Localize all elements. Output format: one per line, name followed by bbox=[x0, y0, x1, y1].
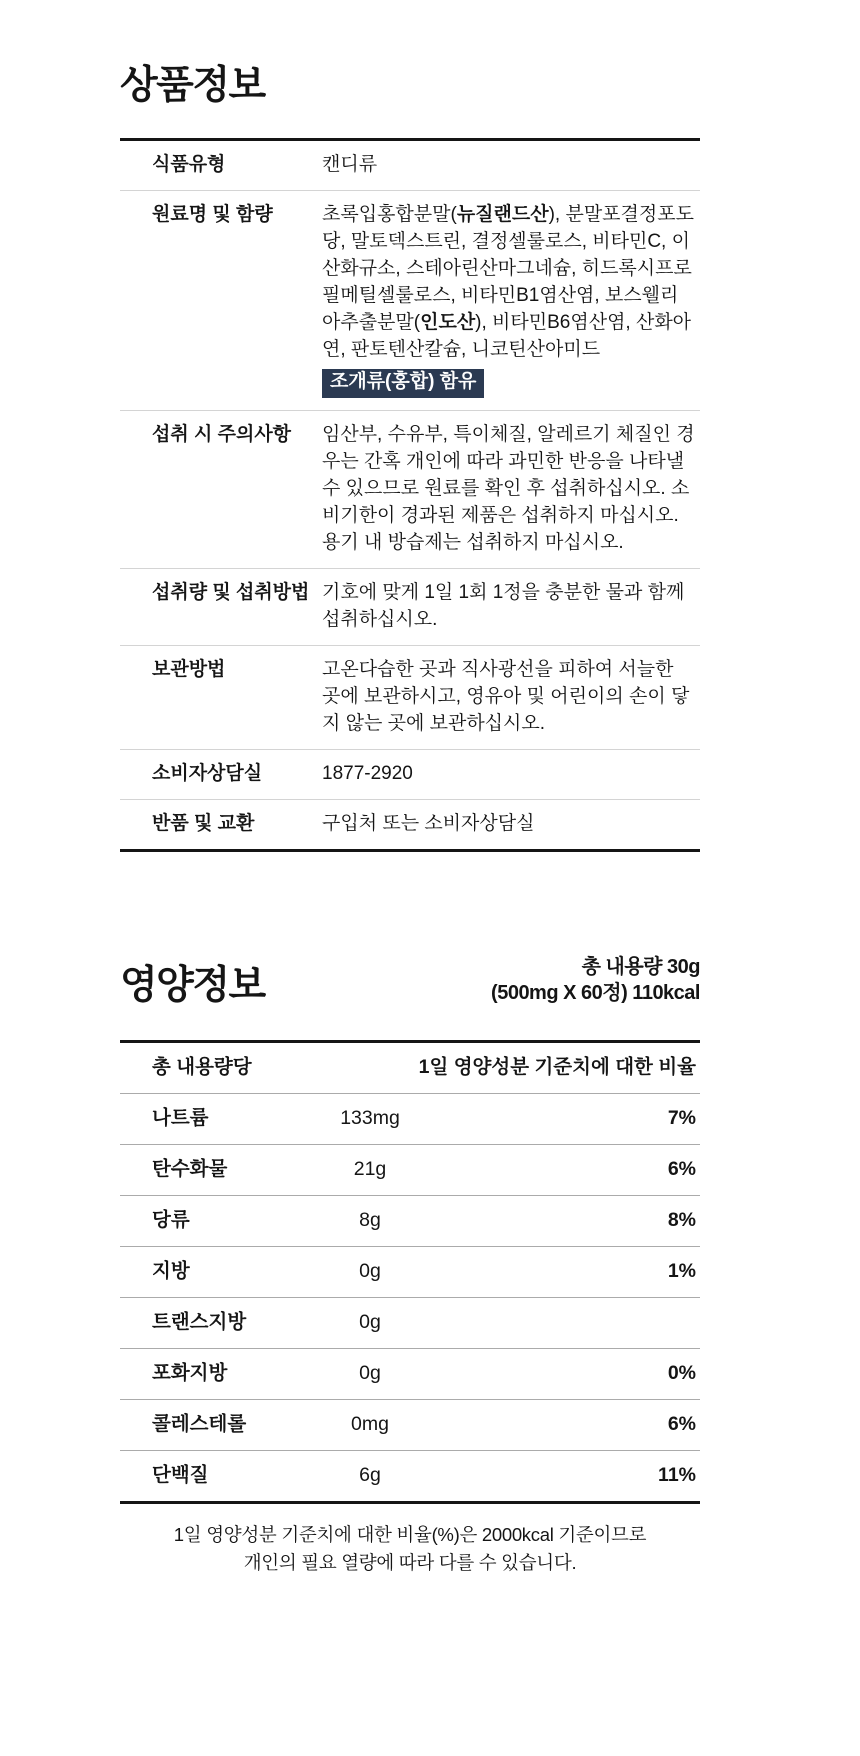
nutrient-amount: 0g bbox=[359, 1362, 381, 1384]
content-column bbox=[120, 0, 700, 1577]
product-info-title: 상품정보 bbox=[120, 64, 265, 107]
info-row-value: 구입처 또는 소비자상담실 bbox=[322, 813, 535, 834]
nutrition-row-carbohydrate bbox=[120, 1145, 700, 1196]
total-amount bbox=[491, 954, 700, 1008]
nutrition-table bbox=[120, 1040, 700, 1504]
nutrition-header bbox=[120, 954, 700, 1008]
nutrient-percent: 6% bbox=[667, 1158, 696, 1180]
nutrient-name: 나트륨 bbox=[152, 1107, 209, 1129]
nutrition-note-line2: 개인의 필요 열량에 따라 다를 수 있습니다. bbox=[243, 1552, 577, 1573]
nutrition-row-sodium bbox=[120, 1094, 700, 1145]
total-amount-line2: (500mg X 60정) 110kcal bbox=[491, 982, 700, 1004]
nutrient-percent: 1% bbox=[667, 1260, 696, 1282]
nutrition-row-protein bbox=[120, 1451, 700, 1501]
nutrition-header-right: 1일 영양성분 기준치에 대한 비율 bbox=[418, 1056, 696, 1078]
nutrient-amount: 0g bbox=[359, 1260, 381, 1282]
info-row-intake-method bbox=[120, 569, 700, 646]
nutrition-row-cholesterol bbox=[120, 1400, 700, 1451]
info-row-value: 기호에 맞게 1일 1회 1정을 충분한 물과 함께 섭취하십시오. bbox=[322, 582, 685, 630]
ingredients-text: 초록입홍합분말(뉴질랜드산), 분말포결정포도당, 말토덱스트린, 결정셀룰로스, 비타민C, 이산화규소, 스테아린산마그네슘, 히드록시프로필메틸셀룰로스, 비타민B1염산염, 보스웰리아추출분말(인도산), 비타민B6염산염, 산화아연, 판토텐산칼슘, 니코틴산아미드 bbox=[322, 204, 694, 360]
info-row-value: 1877-2920 bbox=[322, 763, 413, 784]
nutrition-note bbox=[120, 1521, 700, 1577]
info-row-label: 섭취 시 주의사항 bbox=[152, 424, 292, 445]
nutrient-percent: 7% bbox=[667, 1107, 696, 1129]
nutrient-name: 트랜스지방 bbox=[152, 1311, 247, 1333]
nutrient-amount: 21g bbox=[353, 1158, 387, 1180]
allergen-badge: 조개류(홍합) 함유 bbox=[322, 369, 484, 398]
total-amount-line1: 총 내용량 30g bbox=[581, 956, 700, 978]
nutrient-percent: 6% bbox=[667, 1413, 696, 1435]
product-info-table bbox=[120, 138, 700, 852]
nutrition-row-trans-fat bbox=[120, 1298, 700, 1349]
nutrient-name: 단백질 bbox=[152, 1464, 209, 1486]
info-row-label: 원료명 및 함량 bbox=[152, 204, 273, 225]
nutrient-percent: 11% bbox=[658, 1464, 696, 1486]
nutrition-header-left: 총 내용량당 bbox=[152, 1056, 252, 1078]
info-row-food-type bbox=[120, 141, 700, 191]
nutrition-row-fat bbox=[120, 1247, 700, 1298]
nutrition-title: 영양정보 bbox=[120, 964, 265, 1007]
info-row-value bbox=[322, 201, 696, 398]
nutrition-row-saturated-fat bbox=[120, 1349, 700, 1400]
info-row-label: 반품 및 교환 bbox=[152, 813, 255, 834]
info-row-returns bbox=[120, 800, 700, 849]
info-row-label: 식품유형 bbox=[152, 154, 226, 175]
info-row-consumer-hotline bbox=[120, 750, 700, 800]
info-row-label: 보관방법 bbox=[152, 659, 226, 680]
nutrient-amount: 6g bbox=[359, 1464, 381, 1486]
nutrition-row-sugars bbox=[120, 1196, 700, 1247]
nutrient-name: 콜레스테롤 bbox=[152, 1413, 247, 1435]
info-row-value: 임산부, 수유부, 특이체질, 알레르기 체질인 경우는 간혹 개인에 따라 과민한 반응을 나타낼 수 있으므로 원료를 확인 후 섭취하십시오. 소비기한이 경과된 제품은 섭취하지 마십시오. 용기 내 방습제는 섭취하지 마십시오. bbox=[322, 424, 695, 553]
nutrient-percent: 8% bbox=[667, 1209, 696, 1231]
nutrient-amount: 0mg bbox=[351, 1413, 389, 1435]
nutrient-name: 탄수화물 bbox=[152, 1158, 228, 1180]
nutrient-percent: 0% bbox=[667, 1362, 696, 1384]
info-row-storage bbox=[120, 646, 700, 750]
info-row-value: 캔디류 bbox=[322, 154, 378, 175]
info-row-label: 섭취량 및 섭취방법 bbox=[152, 582, 310, 603]
info-row-precautions bbox=[120, 411, 700, 569]
nutrient-amount: 0g bbox=[359, 1311, 381, 1333]
nutrient-name: 당류 bbox=[152, 1209, 190, 1231]
info-row-label: 소비자상담실 bbox=[152, 763, 263, 784]
info-row-value: 고온다습한 곳과 직사광선을 피하여 서늘한 곳에 보관하시고, 영유아 및 어린이의 손이 닿지 않는 곳에 보관하십시오. bbox=[322, 659, 690, 734]
nutrient-amount: 133mg bbox=[340, 1107, 400, 1129]
nutrient-name: 포화지방 bbox=[152, 1362, 228, 1384]
nutrition-table-header bbox=[120, 1043, 700, 1094]
nutrition-note-line1: 1일 영양성분 기준치에 대한 비율(%)은 2000kcal 기준이므로 bbox=[173, 1524, 647, 1545]
nutrient-name: 지방 bbox=[152, 1260, 190, 1282]
info-row-ingredients bbox=[120, 191, 700, 411]
nutrient-amount: 8g bbox=[359, 1209, 381, 1231]
